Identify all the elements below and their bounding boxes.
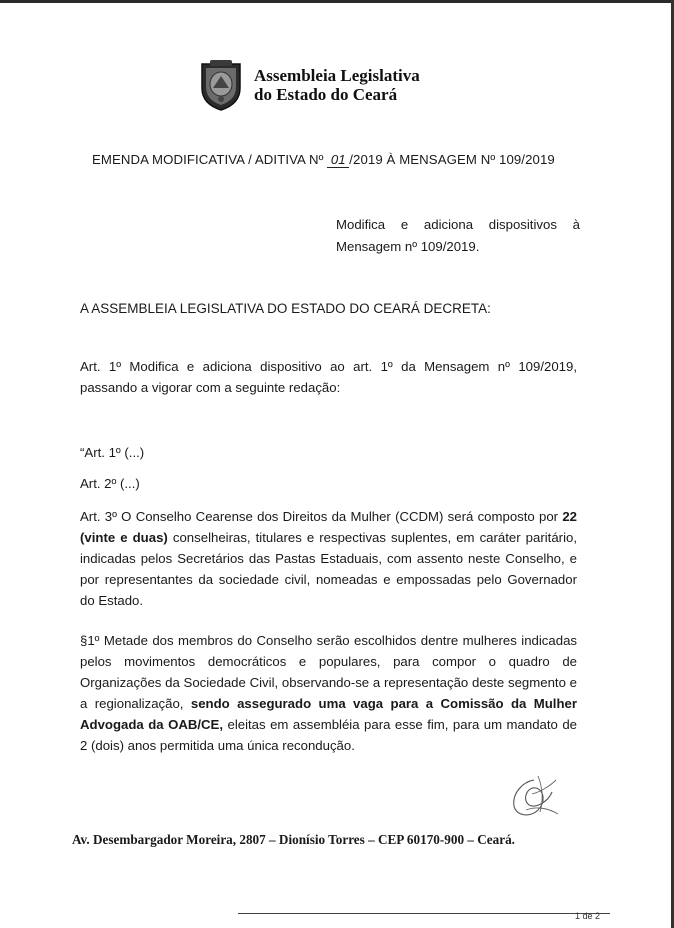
par1-bold-text: sendo assegurado uma vaga para a Comissão da Mulher Advogada da OAB/CE, <box>80 696 577 732</box>
quoted-article-3 <box>80 506 577 611</box>
quoted-article-2: Art. 2º (...) <box>80 476 140 491</box>
quoted-article-1: “Art. 1º (...) <box>80 445 145 460</box>
institution-name <box>254 66 420 104</box>
amendment-summary: Modifica e adiciona dispositivos à Mensagem nº 109/2019. <box>336 217 580 254</box>
coat-of-arms-icon <box>198 58 244 112</box>
signature-mark <box>504 772 562 822</box>
page-indicator: 1 de 2 <box>575 911 601 921</box>
par1-text-2: eleitas em assembléia para esse fim, para um mandato de 2 (dois) anos permitida uma única recondução. <box>80 717 578 753</box>
letterhead <box>198 58 420 112</box>
scan-top-border <box>0 0 674 3</box>
amendment-title <box>92 152 555 168</box>
art3-text-1: Art. 3º O Conselho Cearense dos Direitos da Mulher (CCDM) será composto por <box>80 509 563 524</box>
footer-address: Av. Desembargador Moreira, 2807 – Dionísio Torres – CEP 60170-900 – Ceará. <box>72 832 515 847</box>
paragraph-1 <box>80 630 577 756</box>
par1-text-1: §1º Metade dos membros do Conselho serão escolhidos dentre mulheres indicadas pelos movimentos democráticos e populares, para compor o quadro de Organizações da Sociedade Civil, observando-se a representação deste segmento e a regionalização, <box>80 633 577 711</box>
footer-rule <box>238 913 610 914</box>
art3-text-2: conselheiras, titulares e respectivas suplentes, em caráter paritário, indicadas pelos Secretários das Pastas Estaduais, com assento neste Conselho, e por representantes da sociedade civil, nomeadas e empossadas pelo Governador do Estado. <box>80 530 577 608</box>
article-1-intro: Art. 1º Modifica e adiciona dispositivo ao art. 1º da Mensagem nº 109/2019, passando a vigorar com a seguinte redação: <box>80 359 577 395</box>
enacting-clause: A ASSEMBLEIA LEGISLATIVA DO ESTADO DO CEARÁ DECRETA: <box>80 301 491 316</box>
amendment-number: 01 <box>327 152 349 168</box>
art3-bold-text: 22 (vinte e duas) <box>80 509 577 545</box>
title-prefix: EMENDA MODIFICATIVA / ADITIVA Nº <box>92 152 328 167</box>
institution-name-line1: Assembleia Legislativa <box>254 66 420 85</box>
title-suffix: /2019 À MENSAGEM Nº 109/2019 <box>349 152 555 167</box>
institution-name-line2: do Estado do Ceará <box>254 85 398 104</box>
